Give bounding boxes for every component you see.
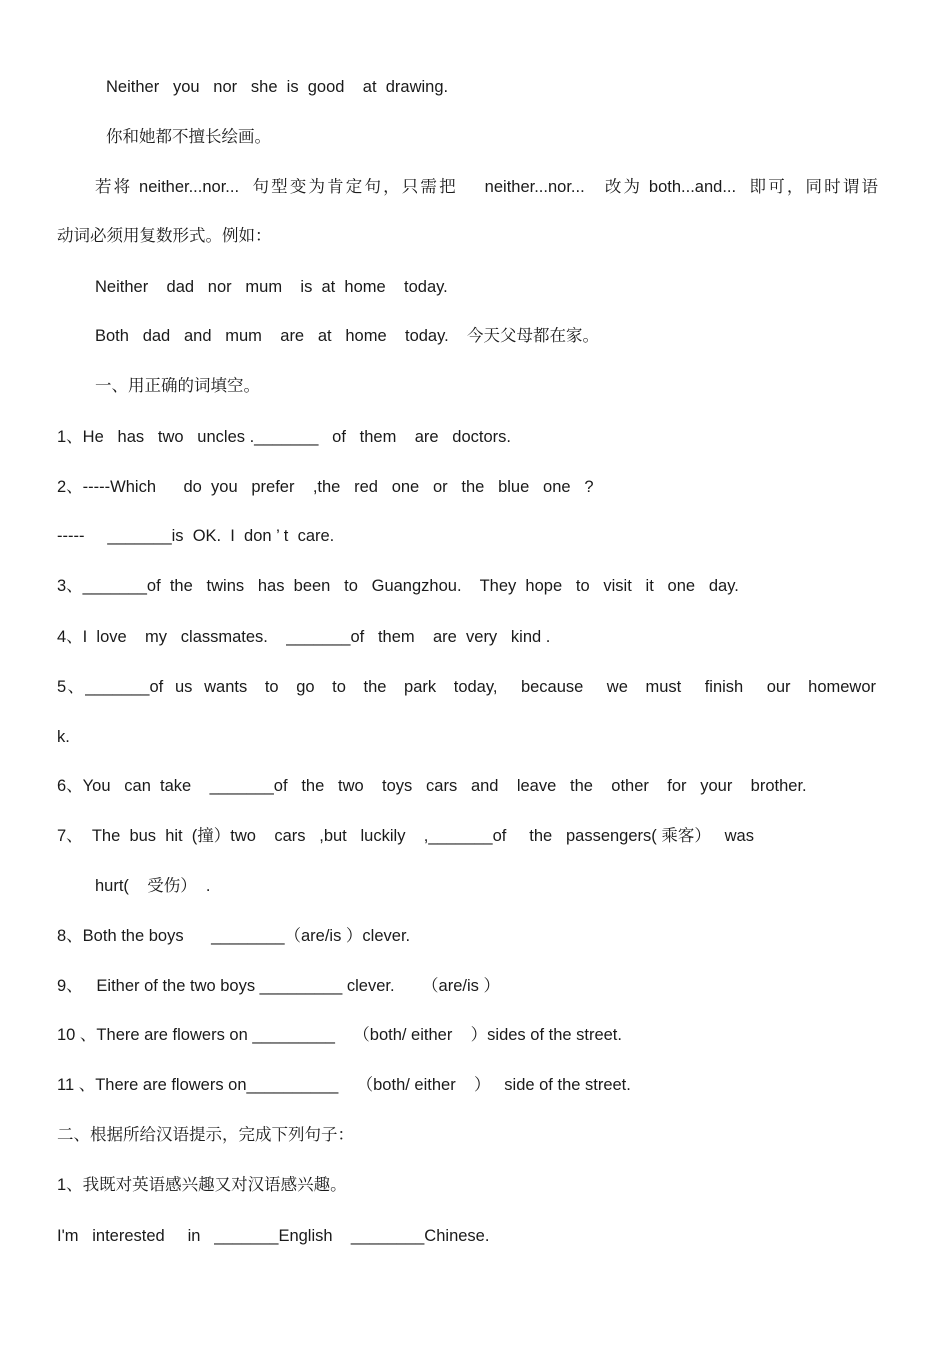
- intro-example-english: Neither you nor she is good at drawing.: [106, 78, 449, 96]
- section1-question-10: 10 、There are flowers on _________ （both/ either ）sides of the street.: [57, 1026, 622, 1044]
- example2-positive: Both dad and mum are at home today. 今天父母都在家。: [95, 327, 600, 345]
- rule-text-line1: 若将 neither...nor... 句型变为肯定句，只需把 neither...nor... 改为 both...and... 即可，同时谓语: [95, 178, 878, 196]
- section1-question-5a: 5、_______of us wants to go to the park today, because we must finish our homewor: [57, 678, 876, 696]
- section1-question-2a: 2、-----Which do you prefer ,the red one or the blue one ?: [57, 478, 594, 496]
- section1-question-2b: ----- _______is OK. I don ’ t care.: [57, 527, 335, 545]
- section2-question-1-chinese: 1、我既对英语感兴趣又对汉语感兴趣。: [57, 1176, 347, 1194]
- section2-title: 二、根据所给汉语提示，完成下列句子：: [57, 1126, 354, 1144]
- section2-question-1-english: I'm interested in _______English ________Chinese.: [57, 1227, 490, 1245]
- section1-question-4: 4、I love my classmates. _______of them are very kind .: [57, 628, 551, 646]
- section1-question-6: 6、You can take _______of the two toys cars and leave the other for your brother.: [57, 777, 807, 795]
- section1-question-5b: k.: [57, 728, 70, 746]
- section1-question-7b: hurt( 受伤） .: [95, 877, 211, 895]
- section1-question-1: 1、He has two uncles ._______ of them are doctors.: [57, 428, 511, 446]
- rule-text-line2: 动词必须用复数形式。例如：: [57, 227, 272, 245]
- section1-question-3: 3、_______of the twins has been to Guangzhou. They hope to visit it one day.: [57, 577, 739, 595]
- section1-title: 一、用正确的词填空。: [95, 377, 260, 395]
- section1-question-8: 8、Both the boys ________（are/is ）clever.: [57, 927, 411, 945]
- example2-negative: Neither dad nor mum is at home today.: [95, 278, 448, 296]
- section1-question-9: 9、 Either of the two boys _________ clever. （are/is ）: [57, 977, 500, 995]
- section1-question-11: 11 、There are flowers on__________ （both/ either ） side of the street.: [57, 1076, 631, 1094]
- intro-example-chinese: 你和她都不擅长绘画。: [106, 128, 271, 146]
- section1-question-7a: 7、 The bus hit (撞）two cars ,but luckily ,_______of the passengers( 乘客） was: [57, 827, 754, 845]
